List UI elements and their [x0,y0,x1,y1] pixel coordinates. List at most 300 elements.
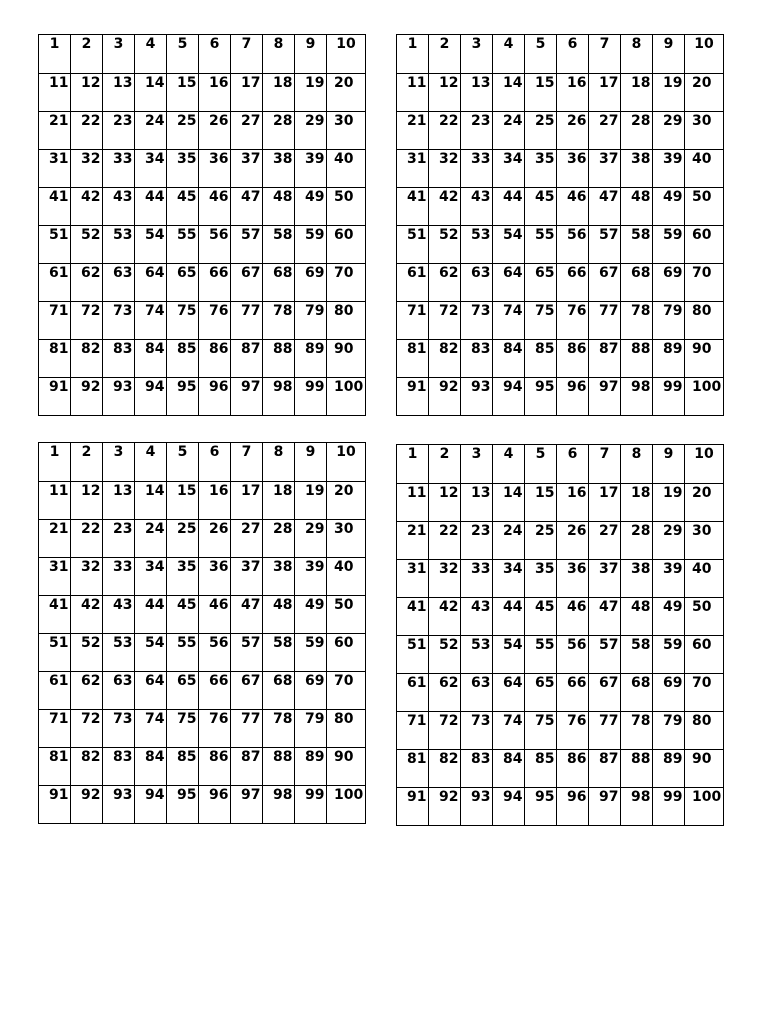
number-cell: 77 [231,710,263,748]
number-cell: 60 [685,226,724,264]
number-cell: 12 [429,484,461,522]
chart-row [39,74,366,112]
number-cell: 65 [167,672,199,710]
number-cell: 17 [589,74,621,112]
number-cell: 62 [71,264,103,302]
chart-row [397,560,724,598]
number-cell: 69 [295,264,327,302]
number-cell: 55 [525,636,557,674]
number-cell: 12 [429,74,461,112]
number-cell: 98 [263,786,295,824]
number-cell: 32 [429,560,461,598]
number-cell: 93 [461,788,493,826]
number-cell: 37 [231,558,263,596]
number-cell: 80 [327,710,366,748]
chart-row [39,748,366,786]
number-cell: 75 [167,710,199,748]
chart-row [39,443,366,482]
number-cell: 13 [461,484,493,522]
number-cell: 66 [199,672,231,710]
number-cell: 98 [263,378,295,416]
number-cell: 81 [39,748,71,786]
number-cell: 47 [589,188,621,226]
number-cell: 86 [199,748,231,786]
number-cell: 80 [685,302,724,340]
number-cell: 36 [199,558,231,596]
number-cell: 95 [167,786,199,824]
number-cell: 36 [557,560,589,598]
number-cell: 84 [493,340,525,378]
chart-row [39,226,366,264]
number-cell: 25 [167,112,199,150]
number-cell: 76 [199,302,231,340]
chart-row [397,598,724,636]
number-cell: 75 [525,302,557,340]
number-cell: 4 [493,445,525,484]
number-cell: 74 [135,302,167,340]
chart-row [397,35,724,74]
number-cell: 14 [493,74,525,112]
number-cell: 56 [199,634,231,672]
number-cell: 1 [39,35,71,74]
number-cell: 33 [103,150,135,188]
number-cell: 47 [231,596,263,634]
number-cell: 71 [39,302,71,340]
number-cell: 29 [653,112,685,150]
number-cell: 4 [135,35,167,74]
number-cell: 70 [327,672,366,710]
number-cell: 47 [231,188,263,226]
chart-row [397,674,724,712]
number-cell: 35 [167,558,199,596]
number-cell: 24 [493,522,525,560]
number-cell: 99 [295,378,327,416]
number-cell: 27 [589,522,621,560]
number-cell: 15 [525,74,557,112]
number-cell: 15 [167,482,199,520]
number-cell: 39 [295,558,327,596]
number-cell: 92 [429,788,461,826]
number-cell: 89 [295,748,327,786]
number-cell: 97 [589,788,621,826]
number-cell: 9 [653,445,685,484]
number-cell: 72 [429,302,461,340]
hundred-chart-3 [38,442,366,824]
number-cell: 50 [685,188,724,226]
number-cell: 11 [39,74,71,112]
number-cell: 61 [39,672,71,710]
number-cell: 11 [397,74,429,112]
number-cell: 81 [397,750,429,788]
number-cell: 62 [429,674,461,712]
number-cell: 43 [103,188,135,226]
number-cell: 21 [39,112,71,150]
number-cell: 52 [429,226,461,264]
number-cell: 53 [103,226,135,264]
number-cell: 85 [167,340,199,378]
number-cell: 24 [493,112,525,150]
number-cell: 51 [397,636,429,674]
chart-row [397,112,724,150]
number-cell: 65 [167,264,199,302]
number-cell: 32 [71,150,103,188]
number-cell: 68 [621,674,653,712]
number-cell: 42 [429,188,461,226]
number-cell: 5 [525,445,557,484]
number-cell: 22 [71,520,103,558]
number-cell: 100 [685,788,724,826]
number-cell: 51 [397,226,429,264]
number-cell: 49 [653,188,685,226]
number-cell: 58 [621,226,653,264]
number-cell: 42 [429,598,461,636]
number-cell: 90 [685,750,724,788]
number-cell: 99 [653,788,685,826]
number-cell: 15 [525,484,557,522]
number-cell: 85 [525,340,557,378]
number-cell: 18 [621,74,653,112]
hundred-chart-4 [396,444,724,826]
number-cell: 94 [135,378,167,416]
number-cell: 36 [199,150,231,188]
number-cell: 54 [493,226,525,264]
number-cell: 40 [685,150,724,188]
chart-row [39,520,366,558]
number-cell: 2 [429,445,461,484]
number-cell: 14 [135,482,167,520]
number-cell: 9 [295,35,327,74]
number-cell: 87 [231,748,263,786]
number-cell: 95 [525,378,557,416]
number-cell: 40 [327,150,366,188]
number-cell: 54 [135,226,167,264]
number-cell: 67 [231,264,263,302]
number-cell: 46 [199,188,231,226]
number-cell: 51 [39,226,71,264]
chart-row [397,750,724,788]
number-cell: 31 [397,560,429,598]
number-cell: 1 [397,445,429,484]
number-cell: 79 [295,710,327,748]
number-cell: 78 [621,302,653,340]
number-cell: 59 [295,226,327,264]
number-cell: 58 [621,636,653,674]
number-cell: 60 [685,636,724,674]
number-cell: 100 [327,786,366,824]
number-cell: 24 [135,520,167,558]
number-cell: 27 [589,112,621,150]
chart-row [39,264,366,302]
number-cell: 1 [397,35,429,74]
number-cell: 64 [493,674,525,712]
number-cell: 54 [493,636,525,674]
number-cell: 45 [167,596,199,634]
number-cell: 9 [295,443,327,482]
number-cell: 20 [685,484,724,522]
chart-row [39,112,366,150]
number-cell: 79 [653,302,685,340]
chart-row [397,788,724,826]
number-cell: 59 [653,636,685,674]
number-cell: 51 [39,634,71,672]
number-cell: 94 [135,786,167,824]
number-cell: 55 [525,226,557,264]
number-cell: 89 [295,340,327,378]
number-cell: 82 [429,750,461,788]
number-cell: 86 [557,340,589,378]
number-cell: 57 [589,226,621,264]
hundred-chart-table [38,442,366,824]
number-cell: 52 [71,634,103,672]
number-cell: 95 [525,788,557,826]
number-cell: 3 [103,443,135,482]
number-cell: 3 [103,35,135,74]
number-cell: 56 [199,226,231,264]
number-cell: 61 [397,264,429,302]
number-cell: 8 [621,445,653,484]
number-cell: 67 [231,672,263,710]
chart-row [39,378,366,416]
number-cell: 1 [39,443,71,482]
number-cell: 8 [263,35,295,74]
number-cell: 27 [231,112,263,150]
number-cell: 28 [263,520,295,558]
number-cell: 62 [71,672,103,710]
number-cell: 26 [199,520,231,558]
number-cell: 35 [167,150,199,188]
number-cell: 70 [327,264,366,302]
number-cell: 28 [263,112,295,150]
number-cell: 50 [327,188,366,226]
number-cell: 64 [493,264,525,302]
number-cell: 74 [493,302,525,340]
number-cell: 84 [135,748,167,786]
number-cell: 26 [557,522,589,560]
number-cell: 28 [621,112,653,150]
number-cell: 74 [493,712,525,750]
number-cell: 5 [167,443,199,482]
number-cell: 73 [103,302,135,340]
number-cell: 55 [167,634,199,672]
chart-row [39,35,366,74]
number-cell: 40 [685,560,724,598]
number-cell: 83 [461,750,493,788]
number-cell: 72 [71,710,103,748]
number-cell: 56 [557,636,589,674]
number-cell: 26 [199,112,231,150]
number-cell: 76 [557,302,589,340]
number-cell: 90 [327,748,366,786]
number-cell: 31 [39,558,71,596]
number-cell: 53 [461,636,493,674]
number-cell: 88 [621,340,653,378]
number-cell: 21 [39,520,71,558]
chart-row [39,786,366,824]
number-cell: 83 [103,748,135,786]
chart-row [39,634,366,672]
number-cell: 13 [103,74,135,112]
number-cell: 52 [71,226,103,264]
number-cell: 49 [295,188,327,226]
number-cell: 72 [71,302,103,340]
number-cell: 8 [263,443,295,482]
number-cell: 13 [103,482,135,520]
number-cell: 67 [589,264,621,302]
number-cell: 96 [199,786,231,824]
chart-row [397,445,724,484]
number-cell: 92 [429,378,461,416]
number-cell: 20 [685,74,724,112]
number-cell: 68 [621,264,653,302]
number-cell: 23 [103,520,135,558]
number-cell: 77 [231,302,263,340]
number-cell: 32 [71,558,103,596]
number-cell: 58 [263,226,295,264]
number-cell: 99 [295,786,327,824]
number-cell: 37 [231,150,263,188]
number-cell: 30 [685,522,724,560]
number-cell: 75 [525,712,557,750]
number-cell: 12 [71,74,103,112]
number-cell: 91 [39,786,71,824]
number-cell: 16 [557,74,589,112]
number-cell: 47 [589,598,621,636]
number-cell: 18 [263,482,295,520]
number-cell: 12 [71,482,103,520]
number-cell: 64 [135,264,167,302]
chart-row [39,150,366,188]
number-cell: 62 [429,264,461,302]
number-cell: 50 [685,598,724,636]
number-cell: 76 [199,710,231,748]
number-cell: 38 [263,558,295,596]
number-cell: 80 [685,712,724,750]
number-cell: 93 [103,786,135,824]
number-cell: 21 [397,112,429,150]
number-cell: 82 [429,340,461,378]
number-cell: 17 [589,484,621,522]
number-cell: 39 [653,560,685,598]
number-cell: 10 [685,445,724,484]
number-cell: 44 [135,596,167,634]
chart-row [39,558,366,596]
number-cell: 46 [199,596,231,634]
number-cell: 96 [557,378,589,416]
number-cell: 19 [295,482,327,520]
number-cell: 85 [167,748,199,786]
number-cell: 25 [167,520,199,558]
number-cell: 78 [263,302,295,340]
number-cell: 20 [327,74,366,112]
number-cell: 56 [557,226,589,264]
number-cell: 79 [653,712,685,750]
number-cell: 45 [525,188,557,226]
number-cell: 91 [397,788,429,826]
number-cell: 41 [39,596,71,634]
number-cell: 38 [621,560,653,598]
number-cell: 60 [327,226,366,264]
number-cell: 66 [557,264,589,302]
number-cell: 61 [39,264,71,302]
number-cell: 35 [525,560,557,598]
number-cell: 44 [493,188,525,226]
chart-row [397,150,724,188]
number-cell: 73 [103,710,135,748]
number-cell: 90 [685,340,724,378]
chart-row [397,340,724,378]
number-cell: 44 [493,598,525,636]
chart-row [397,484,724,522]
number-cell: 57 [589,636,621,674]
number-cell: 23 [461,522,493,560]
number-cell: 97 [231,786,263,824]
chart-row [39,188,366,226]
number-cell: 29 [295,520,327,558]
number-cell: 17 [231,482,263,520]
number-cell: 46 [557,188,589,226]
number-cell: 91 [39,378,71,416]
number-cell: 37 [589,150,621,188]
number-cell: 15 [167,74,199,112]
number-cell: 55 [167,226,199,264]
number-cell: 94 [493,378,525,416]
number-cell: 3 [461,35,493,74]
number-cell: 34 [135,558,167,596]
number-cell: 4 [493,35,525,74]
number-cell: 7 [231,35,263,74]
number-cell: 28 [621,522,653,560]
number-cell: 97 [589,378,621,416]
hundred-chart-1 [38,34,366,416]
number-cell: 76 [557,712,589,750]
number-cell: 53 [103,634,135,672]
number-cell: 84 [493,750,525,788]
number-cell: 72 [429,712,461,750]
number-cell: 33 [461,150,493,188]
number-cell: 44 [135,188,167,226]
number-cell: 30 [327,112,366,150]
chart-row [397,712,724,750]
number-cell: 63 [103,672,135,710]
number-cell: 59 [295,634,327,672]
number-cell: 91 [397,378,429,416]
hundred-chart-table [396,444,724,826]
number-cell: 30 [327,520,366,558]
chart-row [39,340,366,378]
number-cell: 38 [621,150,653,188]
number-cell: 29 [295,112,327,150]
number-cell: 88 [263,748,295,786]
chart-row [39,302,366,340]
number-cell: 77 [589,302,621,340]
number-cell: 89 [653,340,685,378]
number-cell: 66 [557,674,589,712]
number-cell: 4 [135,443,167,482]
number-cell: 78 [621,712,653,750]
number-cell: 34 [493,150,525,188]
number-cell: 43 [461,188,493,226]
number-cell: 37 [589,560,621,598]
number-cell: 38 [263,150,295,188]
number-cell: 63 [103,264,135,302]
hundred-chart-table [396,34,724,416]
number-cell: 89 [653,750,685,788]
chart-row [397,264,724,302]
number-cell: 41 [397,598,429,636]
number-cell: 92 [71,786,103,824]
number-cell: 6 [557,445,589,484]
chart-row [39,710,366,748]
